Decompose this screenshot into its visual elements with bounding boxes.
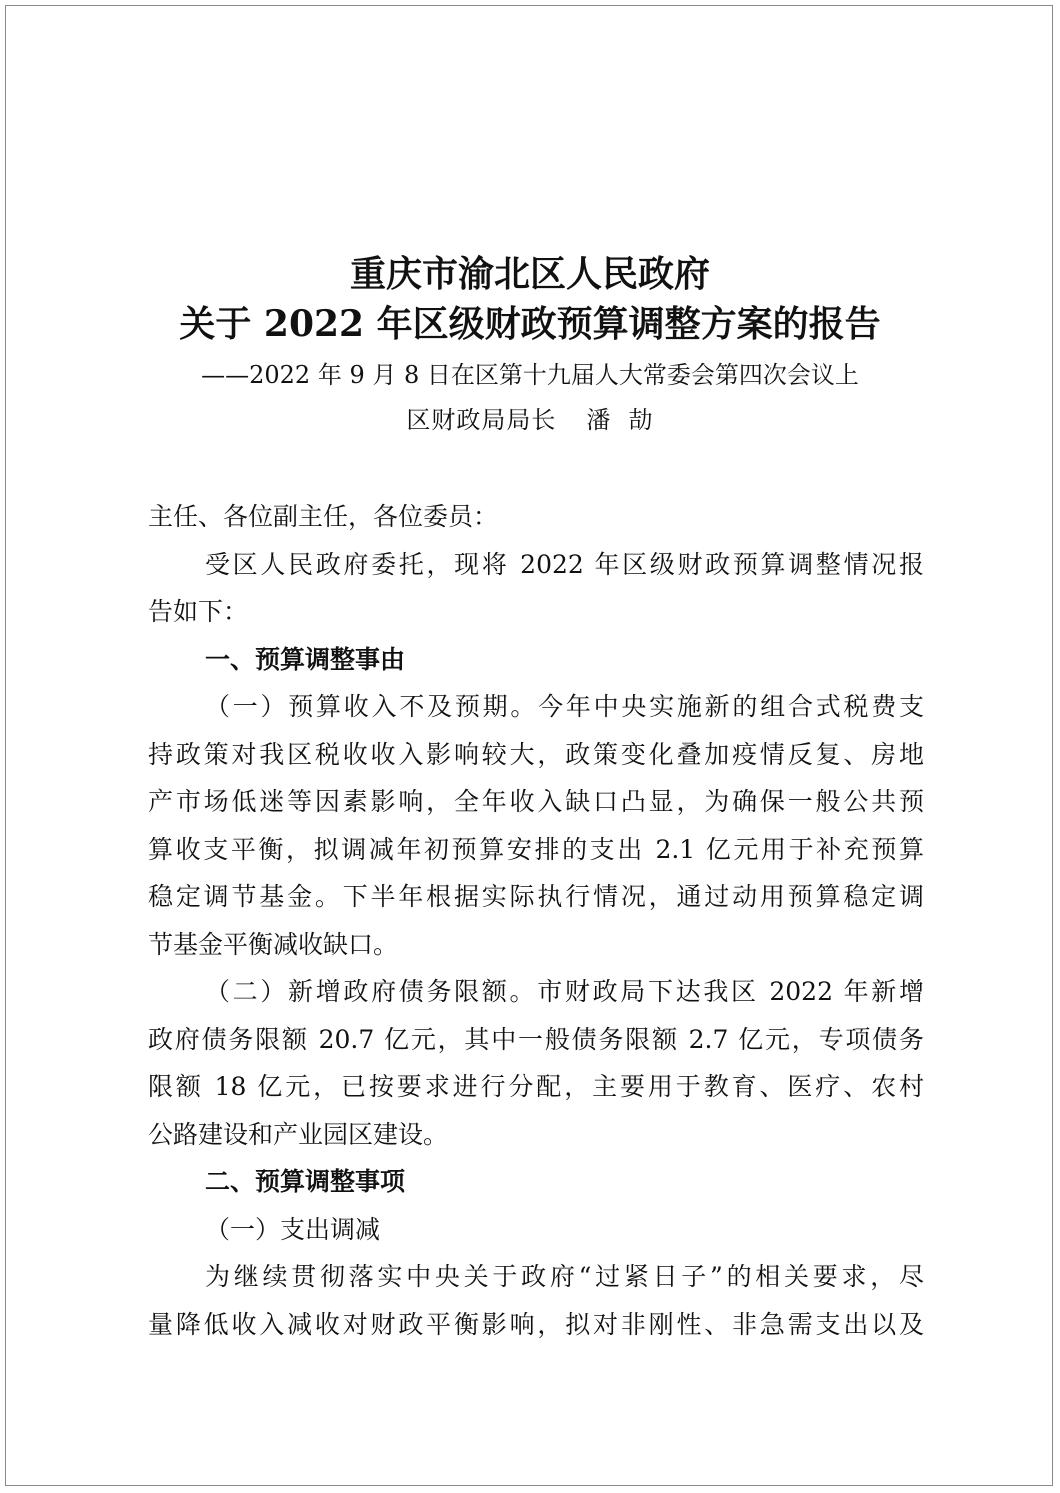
speaker-title: 区财政局局长 (406, 406, 557, 434)
paragraph-line: 为继续贯彻落实中央关于政府“过紧日子”的相关要求，尽 (205, 1262, 924, 1291)
paragraph-line: 量降低收入减收对财政平衡影响，拟对非刚性、非急需支出以及 (148, 1310, 924, 1339)
meeting-subtitle: ——2022 年 9 月 8 日在区第十九届人大常委会第四次会议上 (201, 361, 859, 389)
paragraph-line: 节基金平衡减收缺口。 (148, 930, 399, 959)
paragraph-line: 公路建设和产业园区建设。 (148, 1120, 449, 1149)
document-title-line-1: 重庆市渝北区人民政府 (349, 253, 710, 295)
paragraph-line: 政府债务限额 20.7 亿元，其中一般债务限额 2.7 亿元，专项债务 (148, 1025, 924, 1054)
intro-line: 受区人民政府委托，现将 2022 年区级财政预算调整情况报 (205, 550, 924, 579)
intro-line: 告如下： (148, 597, 249, 626)
paragraph-line: 持政策对我区税收收入影响较大，政策变化叠加疫情反复、房地 (148, 740, 924, 769)
section-heading-2: 二、预算调整事项 (205, 1167, 406, 1196)
paragraph-line: （二）新增政府债务限额。市财政局下达我区 2022 年新增 (205, 977, 924, 1006)
speaker-name: 潘 劼 (586, 406, 654, 434)
section-heading-1: 一、预算调整事由 (205, 645, 406, 674)
paragraph-line: 产市场低迷等因素影响，全年收入缺口凸显，为确保一般公共预 (148, 787, 924, 816)
paragraph-line: 稳定调节基金。下半年根据实际执行情况，通过动用预算稳定调 (148, 882, 924, 911)
salutation: 主任、各位副主任，各位委员： (148, 502, 499, 531)
subsection-heading: （一）支出调减 (205, 1215, 381, 1244)
speaker-line (0, 404, 1060, 436)
paragraph-line: （一）预算收入不及预期。今年中央实施新的组合式税费支 (205, 692, 924, 721)
paragraph-line: 限额 18 亿元，已按要求进行分配，主要用于教育、医疗、农村 (148, 1072, 924, 1101)
document-title-line-2: 关于 2022 年区级财政预算调整方案的报告 (179, 303, 881, 345)
paragraph-line: 算收支平衡，拟调减年初预算安排的支出 2.1 亿元用于补充预算 (148, 835, 924, 864)
